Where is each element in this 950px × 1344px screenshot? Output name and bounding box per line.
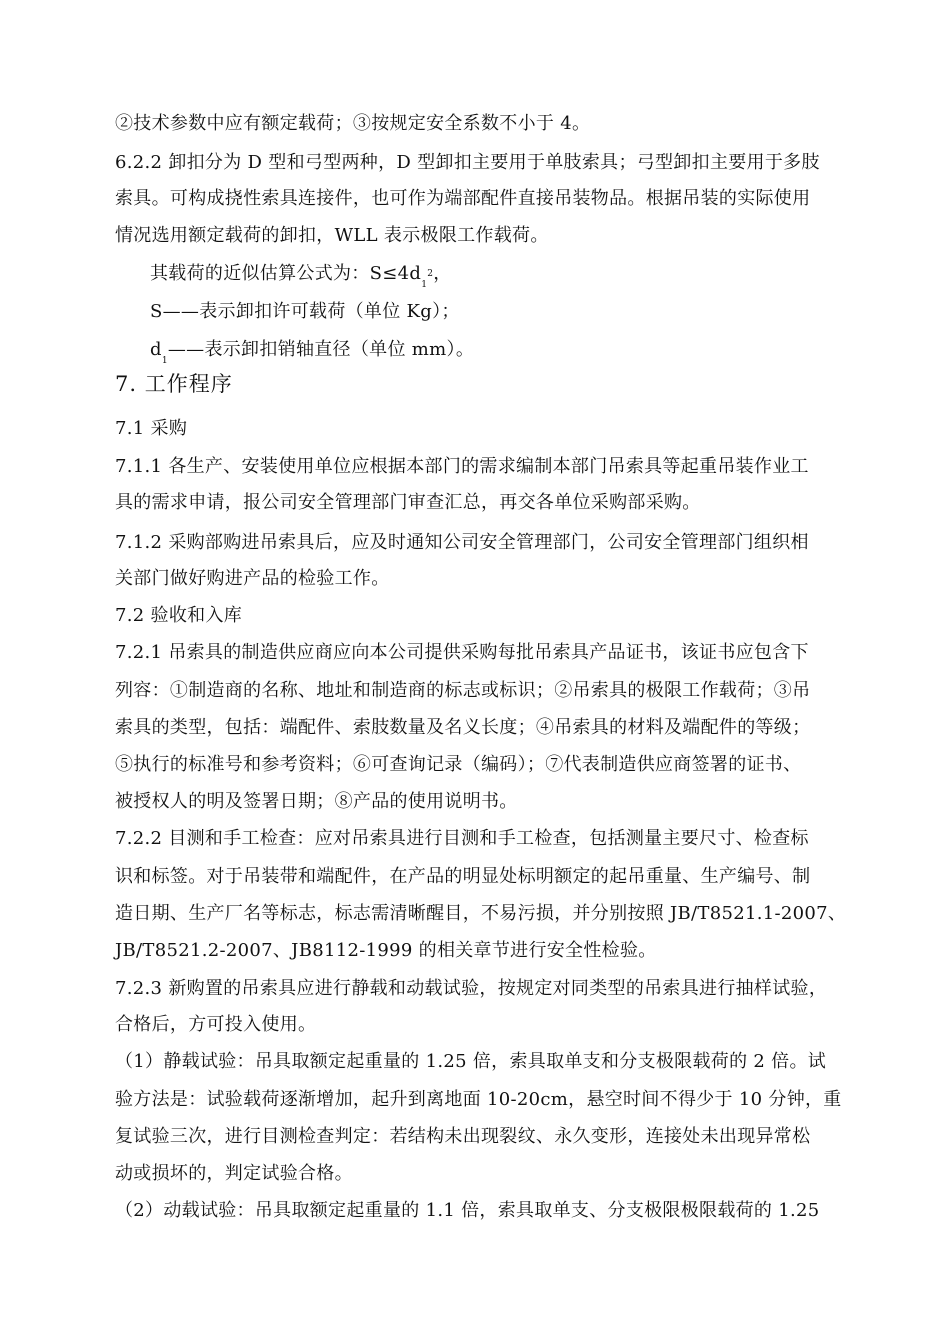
formula-superscript: 2 — [427, 269, 434, 279]
text-line: 关部门做好购进产品的检验工作。 — [115, 568, 390, 589]
symbol-definition-line — [150, 339, 474, 364]
symbol-definition-text: ——表示卸扣销轴直径（单位 mm）。 — [167, 339, 475, 360]
subsection-heading: 7.2 验收和入库 — [115, 605, 243, 626]
text-line: JB/T8521.2-2007、JB8112-1999 的相关章节进行安全性检验。 — [115, 940, 657, 961]
text-line: 7.2.2 目测和手工检查：应对吊索具进行目测和手工检查，包括测量主要尺寸、检查标 — [115, 828, 809, 849]
text-line: 6.2.2 卸扣分为 D 型和弓型两种，D 型卸扣主要用于单肢索具；弓型卸扣主要用于多肢 — [115, 152, 820, 173]
text-line: 情况选用额定载荷的卸扣，WLL 表示极限工作载荷。 — [115, 225, 549, 246]
text-line: ②技术参数中应有额定载荷；③按规定安全系数不小于 4。 — [115, 113, 591, 134]
text-line: S——表示卸扣许可载荷（单位 Kg）； — [150, 301, 460, 322]
text-line: 具的需求申请，报公司安全管理部门审查汇总，再交各单位采购部采购。 — [115, 492, 701, 513]
text-line: 7.1.1 各生产、安装使用单位应根据本部门的需求编制本部门吊索具等起重吊装作业工 — [115, 456, 809, 477]
formula-text: 其载荷的近似估算公式为：S≤4d — [150, 263, 422, 284]
subsection-heading: 7.1 采购 — [115, 418, 188, 439]
symbol-d: d — [150, 339, 162, 360]
symbol-subscript: 1 — [161, 356, 168, 366]
text-line: 验方法是：试验载荷逐渐增加，起升到离地面 10-20cm，悬空时间不得少于 10 分钟，重 — [115, 1089, 842, 1110]
formula-subscript: 1 — [421, 280, 428, 290]
text-line: （2）动载试验：吊具取额定起重量的 1.1 倍，索具取单支、分支极限极限载荷的 1.25 — [115, 1200, 820, 1221]
text-line: 列容：①制造商的名称、地址和制造商的标志或标识；②吊索具的极限工作载荷；③吊 — [115, 680, 811, 701]
text-line: 被授权人的明及签署日期；⑧产品的使用说明书。 — [115, 791, 518, 812]
text-line: 识和标签。对于吊装带和端配件，在产品的明显处标明额定的起吊重量、生产编号、制 — [115, 866, 811, 887]
text-line: 索具。可构成挠性索具连接件，也可作为端部配件直接吊装物品。根据吊装的实际使用 — [115, 188, 811, 209]
text-line: 合格后，方可投入使用。 — [115, 1014, 317, 1035]
text-line: 7.2.1 吊索具的制造供应商应向本公司提供采购每批吊索具产品证书，该证书应包含下 — [115, 642, 809, 663]
text-line: ⑤执行的标准号和参考资料；⑥可查询记录（编码）；⑦代表制造供应商签署的证书、 — [115, 754, 802, 775]
text-line: 动或损坏的，判定试验合格。 — [115, 1163, 353, 1184]
section-heading: 7. 工作程序 — [115, 372, 233, 396]
text-line: 索具的类型，包括：端配件、索肢数量及名义长度；④吊索具的材料及端配件的等级； — [115, 717, 811, 738]
formula-tail: ， — [433, 263, 452, 284]
formula-line — [150, 263, 452, 288]
text-line: 造日期、生产厂名等标志，标志需清晰醒目，不易污损，并分别按照 JB/T8521.1-2007、 — [115, 903, 847, 924]
text-line: 7.1.2 采购部购进吊索具后，应及时通知公司安全管理部门，公司安全管理部门组织相 — [115, 532, 809, 553]
text-line: （1）静载试验：吊具取额定起重量的 1.25 倍，索具取单支和分支极限载荷的 2 倍。试 — [115, 1051, 827, 1072]
text-line: 复试验三次，进行目测检查判定：若结构未出现裂纹、永久变形，连接处未出现异常松 — [115, 1126, 811, 1147]
text-line: 7.2.3 新购置的吊索具应进行静载和动载试验，按规定对同类型的吊索具进行抽样试验， — [115, 978, 828, 999]
